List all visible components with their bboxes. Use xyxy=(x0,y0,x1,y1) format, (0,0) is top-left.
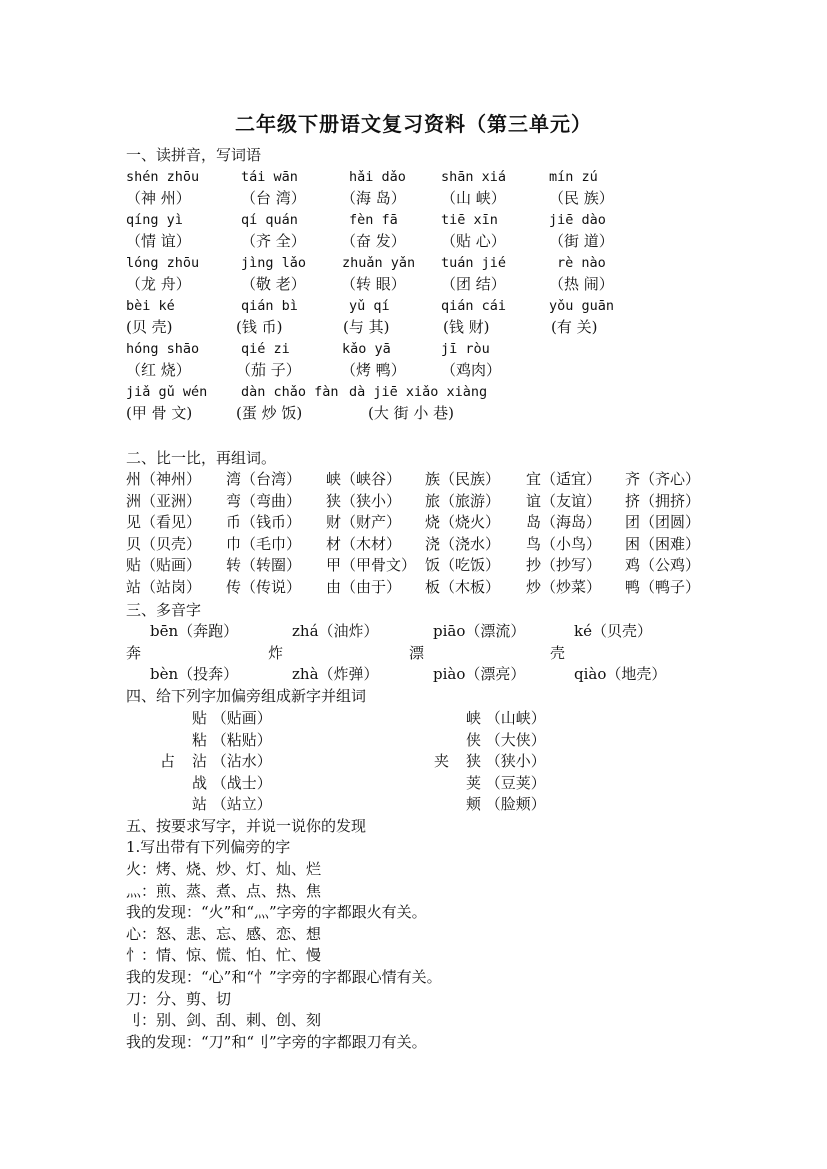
word-cell: (有 关) xyxy=(551,318,598,336)
compare-cell: 岛（海岛） xyxy=(526,513,602,532)
compare-cell: 州（神州） xyxy=(126,470,202,488)
compare-cell: 狭（狭小） xyxy=(326,491,402,510)
pinyin-cell: fèn fā xyxy=(349,212,398,228)
derived-word: 粘 （粘贴） xyxy=(192,730,272,749)
compare-cell: 币（钱币） xyxy=(226,513,302,532)
compare-cell: 浇（浇水） xyxy=(425,534,501,553)
compare-cell: 鸡（公鸡） xyxy=(625,556,701,575)
polyphone-reading: bèn（投奔） xyxy=(150,665,239,683)
derived-word: 沾 （沾水） xyxy=(192,752,272,771)
pinyin-cell: qíng yì xyxy=(126,212,183,228)
derived-word: 狭 （狭小） xyxy=(466,752,546,771)
radical-line: 我的发现：“火”和“灬”字旁的字都跟火有关。 xyxy=(126,903,427,922)
page-title: 二年级下册语文复习资料（第三单元） xyxy=(235,112,592,136)
derived-word: 峡 （山峡） xyxy=(466,709,546,727)
compare-cell: 转（转圈） xyxy=(226,556,302,575)
word-cell: （贴 心） xyxy=(441,232,506,250)
compare-cell: 财（财产） xyxy=(326,513,402,532)
compare-cell: 板（木板） xyxy=(425,578,501,596)
word-cell: （鸡肉） xyxy=(441,361,502,379)
section-5-heading: 五、按要求写字，并说一说你的发现 xyxy=(126,817,367,835)
derived-word: 战 （战士） xyxy=(192,773,272,792)
pinyin-cell: kǎo yā xyxy=(342,341,391,357)
word-cell: (与 其) xyxy=(343,318,390,336)
radical-line: 我的发现：“心”和“忄”字旁的字都跟心情有关。 xyxy=(126,968,442,986)
word-cell: （山 峡） xyxy=(441,189,506,207)
pinyin-cell: yǒu guān xyxy=(549,298,615,314)
compare-cell: 旅（旅游） xyxy=(425,491,501,510)
radical-line: 心：怒、悲、忘、感、恋、想 xyxy=(126,924,322,943)
compare-cell: 齐（齐心） xyxy=(625,470,701,488)
word-cell: (蛋 炒 饭) xyxy=(236,404,303,422)
pinyin-cell: rè nào xyxy=(557,255,606,271)
compare-cell: 传（传说） xyxy=(226,578,302,596)
word-cell: （团 结） xyxy=(441,275,506,293)
pinyin-cell: yǔ qí xyxy=(349,298,390,314)
word-cell: （神 州） xyxy=(126,189,191,207)
pinyin-cell: tái wān xyxy=(241,169,298,185)
derived-word: 颊 （脸颊） xyxy=(466,795,546,814)
compare-cell: 由（由于） xyxy=(326,578,402,596)
polyphone-reading: bēn（奔跑） xyxy=(150,622,239,640)
root-char: 夹 xyxy=(434,752,450,770)
word-cell: （街 道） xyxy=(549,232,614,250)
polyphone-reading: piāo（漂流） xyxy=(433,622,526,640)
pinyin-cell: tuán jié xyxy=(441,255,507,271)
section-5-subheading: 1.写出带有下列偏旁的字 xyxy=(126,838,291,856)
compare-cell: 团（团圆） xyxy=(625,513,701,532)
word-cell: （情 谊） xyxy=(126,232,191,250)
word-cell: (大 街 小 巷) xyxy=(368,404,455,422)
pinyin-cell: jìng lǎo xyxy=(241,255,307,271)
compare-cell: 炒（炒菜） xyxy=(526,578,602,596)
section-3-heading: 三、多音字 xyxy=(126,601,202,619)
word-cell: （敬 老） xyxy=(241,275,306,293)
pinyin-cell: lóng zhōu xyxy=(126,255,200,271)
word-cell: （台 湾） xyxy=(241,189,306,207)
compare-cell: 鸭（鸭子） xyxy=(625,578,701,596)
radical-line: 刂：别、剑、刮、刺、创、刻 xyxy=(126,1011,322,1030)
pinyin-cell: qié zi xyxy=(241,341,290,357)
word-cell: （奋 发） xyxy=(341,232,406,250)
compare-cell: 峡（峡谷） xyxy=(326,470,402,488)
compare-cell: 饭（吃饭） xyxy=(425,556,501,575)
word-cell: （转 眼） xyxy=(341,275,406,293)
section-2-heading: 二、比一比，再组词。 xyxy=(126,449,277,467)
derived-word: 站 （站立） xyxy=(192,795,272,814)
polyphone-char: 壳 xyxy=(550,644,566,662)
section-4-heading: 四、给下列字加偏旁组成新字并组词 xyxy=(126,687,367,705)
pinyin-cell: jī ròu xyxy=(441,341,490,357)
polyphone-reading: qiào（地壳） xyxy=(574,665,667,683)
polyphone-reading: zhà（炸弹） xyxy=(292,665,379,683)
word-cell: （海 岛） xyxy=(341,189,406,207)
compare-cell: 弯（弯曲） xyxy=(226,491,302,510)
radical-line: 刀：分、剪、切 xyxy=(126,989,232,1008)
word-cell: (钱 财) xyxy=(443,318,490,336)
compare-cell: 抄（抄写） xyxy=(526,556,602,575)
pinyin-cell: jiē dào xyxy=(549,212,606,228)
word-cell: (甲 骨 文) xyxy=(126,404,193,422)
compare-cell: 挤（拥挤） xyxy=(625,491,701,510)
word-cell: (贝 壳) xyxy=(126,318,173,336)
polyphone-char: 奔 xyxy=(126,644,142,662)
word-cell: （茄 子） xyxy=(236,361,301,379)
pinyin-cell: dà jiē xiǎo xiàng xyxy=(349,384,488,400)
word-cell: （红 烧） xyxy=(126,361,191,379)
word-cell: （齐 全） xyxy=(241,232,306,250)
pinyin-cell: dàn chǎo fàn xyxy=(241,384,339,400)
compare-cell: 宜（适宜） xyxy=(526,470,602,488)
word-cell: （龙 舟） xyxy=(126,275,191,293)
radical-line: 灬：煎、蒸、煮、点、热、焦 xyxy=(126,881,322,900)
pinyin-cell: shān xiá xyxy=(441,169,507,185)
word-cell: （民 族） xyxy=(549,189,614,207)
pinyin-cell: tiē xīn xyxy=(441,212,498,228)
compare-cell: 甲（甲骨文） xyxy=(326,556,417,575)
pinyin-cell: qián cái xyxy=(441,298,507,314)
polyphone-char: 漂 xyxy=(409,644,425,662)
pinyin-cell: qí quán xyxy=(241,212,298,228)
compare-cell: 族（民族） xyxy=(425,470,501,488)
pinyin-cell: shén zhōu xyxy=(126,169,200,185)
compare-cell: 困（困难） xyxy=(625,534,701,553)
word-cell: （烤 鸭） xyxy=(341,361,406,379)
pinyin-cell: mín zú xyxy=(549,169,598,185)
pinyin-cell: hǎi dǎo xyxy=(349,169,406,185)
derived-word: 侠 （大侠） xyxy=(466,730,546,749)
compare-cell: 贝（贝壳） xyxy=(126,534,202,553)
polyphone-reading: piào（漂亮） xyxy=(433,665,526,683)
pinyin-cell: hóng shāo xyxy=(126,341,200,357)
radical-line: 火：烤、烧、炒、灯、灿、烂 xyxy=(126,860,322,878)
compare-cell: 烧（烧火） xyxy=(425,513,501,532)
polyphone-char: 炸 xyxy=(268,644,284,662)
compare-cell: 鸟（小鸟） xyxy=(526,534,602,553)
compare-cell: 材（木材） xyxy=(326,534,402,553)
compare-cell: 巾（毛巾） xyxy=(226,534,302,553)
polyphone-reading: zhá（油炸） xyxy=(292,622,379,640)
root-char: 占 xyxy=(160,752,176,770)
pinyin-cell: bèi ké xyxy=(126,298,175,314)
polyphone-reading: ké（贝壳） xyxy=(574,622,652,640)
section-1-heading: 一、读拼音，写词语 xyxy=(126,146,262,164)
compare-cell: 见（看见） xyxy=(126,513,202,532)
word-cell: （热 闹） xyxy=(549,275,614,293)
radical-line: 忄：情、惊、慌、怕、忙、慢 xyxy=(126,946,322,965)
word-cell: (钱 币) xyxy=(236,318,283,336)
compare-cell: 洲（亚洲） xyxy=(126,491,202,510)
radical-line: 我的发现：“刀”和“刂”字旁的字都跟刀有关。 xyxy=(126,1032,427,1051)
compare-cell: 站（站岗） xyxy=(126,578,202,596)
pinyin-cell: jiǎ gǔ wén xyxy=(126,384,208,400)
compare-cell: 贴（贴画） xyxy=(126,556,202,575)
pinyin-cell: qián bì xyxy=(241,298,298,314)
compare-cell: 湾（台湾） xyxy=(226,470,302,488)
pinyin-cell: zhuǎn yǎn xyxy=(342,255,416,271)
compare-cell: 谊（友谊） xyxy=(526,491,602,510)
derived-word: 贴 （贴画） xyxy=(192,709,272,727)
derived-word: 荚 （豆荚） xyxy=(466,773,546,792)
